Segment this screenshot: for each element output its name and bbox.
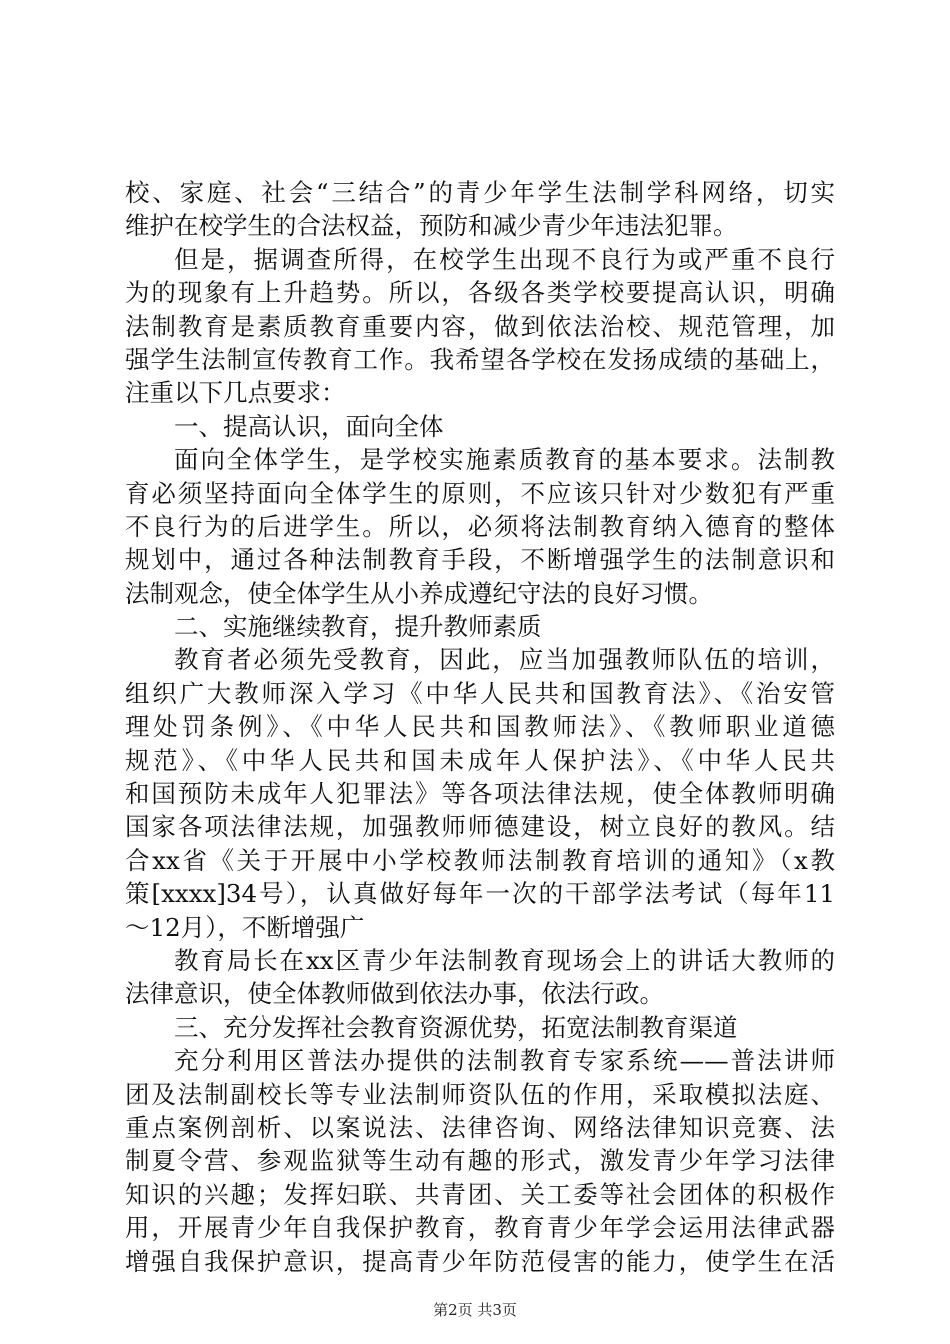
body-line: 维护在校学生的合法权益，预防和减少青少年违法犯罪。: [125, 211, 738, 241]
body-line: ～12月），不断增强广: [125, 912, 365, 942]
body-line: 和国预防未成年人犯罪法》等各项法律法规，使全体教师明确: [125, 779, 835, 809]
body-line: 法制教育是素质教育重要内容，做到依法治校、规范管理，加: [125, 311, 835, 341]
section-heading: 二、实施继续教育，提升教师素质: [174, 612, 542, 642]
page-footer: 第2页 共3页: [433, 1301, 517, 1319]
body-line: 规划中，通过各种法制教育手段，不断增强学生的法制意识和: [125, 545, 835, 575]
body-line: 增强自我保护意识，提高青少年防范侵害的能力，使学生在活: [125, 1246, 835, 1276]
body-line: 知识的兴趣；发挥妇联、共青团、关工委等社会团体的积极作: [125, 1179, 835, 1209]
body-line: 为的现象有上升趋势。所以，各级各类学校要提高认识，明确: [125, 278, 835, 308]
body-line: 策[xxxx]34号），认真做好每年一次的干部学法考试（每年11: [125, 879, 835, 909]
body-line: 国家各项法律法规，加强教师师德建设，树立良好的教风。结: [125, 812, 835, 842]
body-line: 教育局长在xx区青少年法制教育现场会上的讲话大教师的: [174, 945, 835, 975]
body-line: 用，开展青少年自我保护教育，教育青少年学会运用法律武器: [125, 1213, 835, 1243]
body-line: 但是，据调查所得，在校学生出现不良行为或严重不良行: [174, 244, 835, 274]
body-line: 教育者必须先受教育，因此，应当加强教师队伍的培训，: [174, 645, 835, 675]
body-line: 团及法制副校长等专业法制师资队伍的作用，采取模拟法庭、: [125, 1079, 835, 1109]
body-line: 面向全体学生，是学校实施素质教育的基本要求。法制教: [174, 445, 835, 475]
body-line: 重点案例剖析、以案说法、法律咨询、网络法律知识竞赛、法: [125, 1112, 835, 1142]
body-line: 注重以下几点要求：: [125, 378, 346, 408]
body-line: 充分利用区普法办提供的法制教育专家系统——普法讲师: [174, 1046, 835, 1076]
body-line: 组织广大教师深入学习《中华人民共和国教育法》、《治安管: [125, 678, 835, 708]
body-line: 法制观念，使全体学生从小养成遵纪守法的良好习惯。: [125, 578, 713, 608]
document-body: [125, 176, 835, 1278]
body-line: 强学生法制宣传教育工作。我希望各学校在发扬成绩的基础上，: [125, 344, 835, 374]
body-line: 育必须坚持面向全体学生的原则，不应该只针对少数犯有严重: [125, 478, 835, 508]
body-line: 规范》、《中华人民共和国未成年人保护法》、《中华人民共: [125, 745, 835, 775]
body-line: 不良行为的后进学生。所以，必须将法制教育纳入德育的整体: [125, 511, 835, 541]
body-line: 合xx省《关于开展中小学校教师法制教育培训的通知》（x教: [125, 845, 835, 875]
section-heading: 三、充分发挥社会教育资源优势，拓宽法制教育渠道: [174, 1012, 738, 1042]
section-heading: 一、提高认识，面向全体: [174, 411, 444, 441]
body-line: 校、家庭、社会“三结合”的青少年学生法制学科网络，切实: [125, 178, 835, 207]
body-line: 法律意识，使全体教师做到依法办事，依法行政。: [125, 979, 664, 1009]
body-line: 制夏令营、参观监狱等生动有趣的形式，激发青少年学习法律: [125, 1146, 835, 1176]
body-line: 理处罚条例》、《中华人民共和国教师法》、《教师职业道德: [125, 712, 835, 742]
